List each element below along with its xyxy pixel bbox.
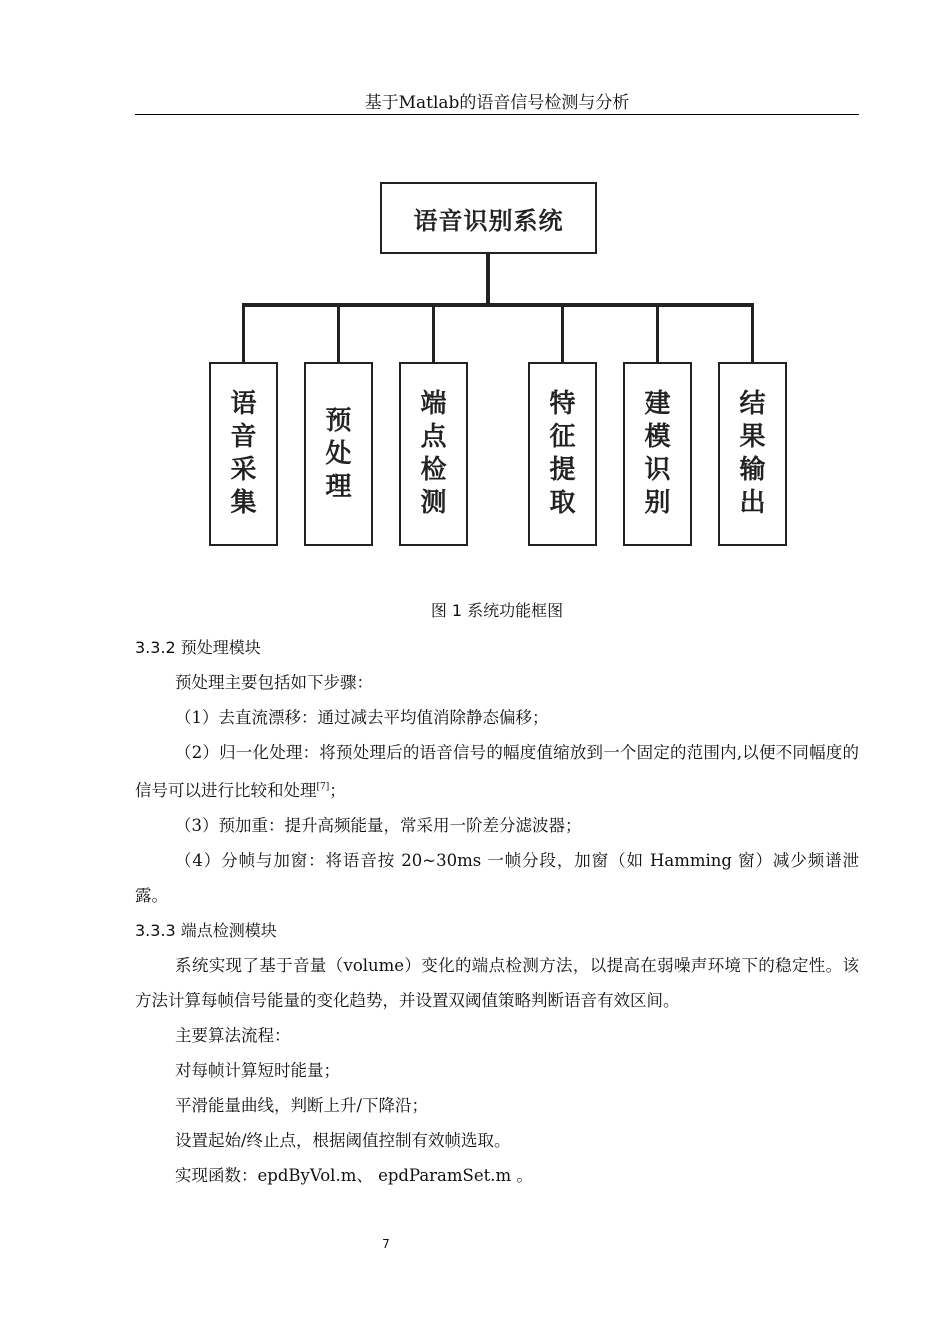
diagram-node-model-recognition: 建模识别 bbox=[623, 362, 692, 546]
page-number: 7 bbox=[382, 1237, 390, 1251]
paragraph: 主要算法流程： bbox=[175, 1026, 291, 1045]
diagram-node-result-output: 结果输出 bbox=[718, 362, 787, 546]
paragraph: 预处理主要包括如下步骤： bbox=[175, 673, 373, 692]
connector-child-5 bbox=[656, 305, 659, 362]
connector-child-2 bbox=[337, 305, 340, 362]
paragraph: 实现函数：epdByVol.m、 epdParamSet.m 。 bbox=[175, 1166, 533, 1185]
connector-root-stem bbox=[486, 254, 490, 304]
diagram-node-feature-extraction: 特征提取 bbox=[528, 362, 597, 546]
diagram-node-preprocessing: 预处理 bbox=[304, 362, 373, 546]
connector-child-4 bbox=[561, 305, 564, 362]
paragraph: （1）去直流漂移：通过减去平均值消除静态偏移； bbox=[175, 708, 549, 727]
list-item: 平滑能量曲线，判断上升/下降沿； bbox=[175, 1096, 429, 1115]
diagram-root-node: 语音识别系统 bbox=[380, 182, 597, 254]
paragraph-text: （2）归一化处理：将预处理后的语音信号的幅度值缩放到一个固定的范围内,以便不同幅度的信号可以进行比较和处理 bbox=[135, 743, 859, 800]
paragraph-text: ； bbox=[329, 781, 346, 800]
section-heading: 3.3.2 预处理模块 bbox=[135, 638, 261, 657]
list-item: 设置起始/终止点，根据阈值控制有效帧选取。 bbox=[175, 1131, 511, 1150]
connector-child-1 bbox=[242, 305, 245, 362]
document-body bbox=[135, 630, 859, 1193]
paragraph: 系统实现了基于音量（volume）变化的端点检测方法，以提高在弱噪声环境下的稳定性。该方法计算每帧信号能量的变化趋势，并设置双阈值策略判断语音有效区间。 bbox=[135, 956, 859, 1010]
connector-child-3 bbox=[432, 305, 435, 362]
connector-child-6 bbox=[751, 305, 754, 362]
figure-caption: 图 1 系统功能框图 bbox=[430, 601, 564, 620]
citation-marker: [7] bbox=[316, 782, 330, 792]
section-heading: 3.3.3 端点检测模块 bbox=[135, 921, 277, 940]
paragraph bbox=[135, 735, 859, 808]
paragraph: （4）分帧与加窗：将语音按 20~30ms 一帧分段，加窗（如 Hamming 窗）减少频谱泄露。 bbox=[135, 851, 859, 905]
paragraph: （3）预加重：提升高频能量，常采用一阶差分滤波器； bbox=[175, 816, 582, 835]
connector-horizontal-bus bbox=[242, 303, 754, 307]
running-header: 基于Matlab的语音信号检测与分析 bbox=[364, 93, 630, 113]
diagram-node-endpoint-detection: 端点检测 bbox=[399, 362, 468, 546]
list-item: 对每帧计算短时能量； bbox=[175, 1061, 340, 1080]
diagram-node-speech-capture: 语音采集 bbox=[209, 362, 278, 546]
system-function-diagram bbox=[0, 0, 950, 600]
